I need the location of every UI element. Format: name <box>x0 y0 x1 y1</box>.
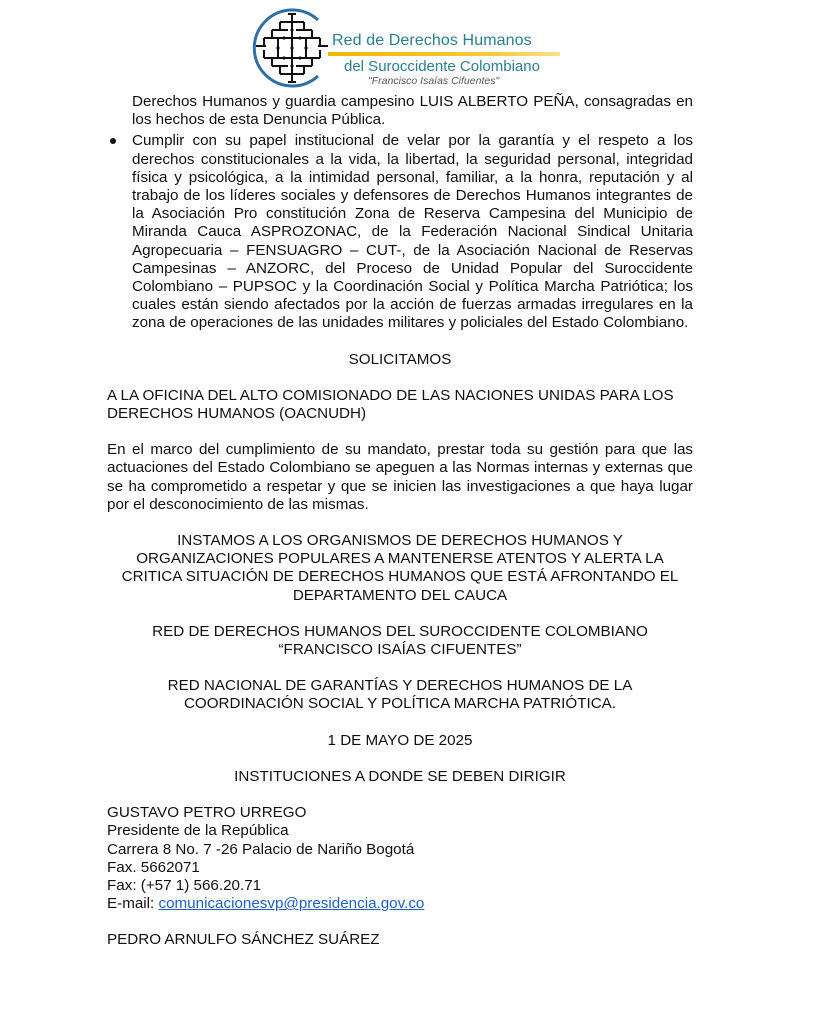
contact-email-line <box>107 895 693 913</box>
accent-bar <box>328 52 560 56</box>
org-quote: "Francisco Isaías Cifuentes" <box>368 75 500 87</box>
bullet-text: Cumplir con su papel institucional de velar por la garantía y el respeto a los derechos constitucionales a la vida, la libertad, la seguridad personal, integridad física y psicológica, a la intimidad personal, familiar, a la honra, reputación y al trabajo de los líderes sociales y defensores de Derechos Humanos integrantes de la Asociación Pro constitución Zona de Reserva Campesina del Municipio de Miranda Cauca ASPROZONAC, de la Federación Nacional Sindical Unitaria Agropecuaria – FENSUAGRO – CUT-, de la Asociación Nacional de Reservas Campesinas – ANZORC, del Proceso de Unidad Popular del Suroccidente Colombiano – PUPSOC y la Coordinación Social y Política Marcha Patriótica; los cuales están siendo afectados por la acción de fuerzas armadas irregulares en la zona de operaciones de las unidades militares y policiales del Estado Colombiano. <box>132 132 693 332</box>
letterhead <box>248 8 568 88</box>
signature-red-nacional: RED NACIONAL DE GARANTÍAS Y DERECHOS HUMANOS DE LA COORDINACIÓN SOCIAL Y POLÍTICA MARCHA PATRIÓTICA. <box>167 677 633 713</box>
request-paragraph: En el marco del cumplimiento de su mandato, prestar toda su gestión para que las actuaciones del Estado Colombiano se apeguen a las Normas internas y externas que se ha comprometido a respetar y que se inicien las investigaciones a que haya lugar por el desconocimiento de las mismas. <box>107 441 693 513</box>
contact-block <box>107 804 693 913</box>
email-label: E-mail: <box>107 895 159 913</box>
solicitamos-heading: SOLICITAMOS <box>348 350 452 368</box>
signature-red-ddhh: RED DE DERECHOS HUMANOS DEL SUROCCIDENTE COLOMBIANO “FRANCISCO ISAÍAS CIFUENTES” <box>152 622 648 659</box>
org-title: Red de Derechos Humanos <box>332 32 532 49</box>
network-emblem-icon <box>248 8 332 88</box>
institutions-heading: INSTITUCIONES A DONDE SE DEBEN DIRIGIR <box>234 767 566 785</box>
bullet-icon <box>107 132 132 332</box>
document-body <box>107 93 693 950</box>
org-subtitle: del Suroccidente Colombiano <box>344 58 540 75</box>
contact-name: PEDRO ARNULFO SÁNCHEZ SUÁREZ <box>107 931 380 949</box>
contact-address: Carrera 8 No. 7 -26 Palacio de Nariño Bogotá <box>107 840 415 858</box>
contact-fax-intl: Fax: (+57 1) 566.20.71 <box>107 876 262 894</box>
contact-fax: Fax. 5662071 <box>107 858 200 876</box>
continuation-paragraph: Derechos Humanos y guardia campesino LUIS ALBERTO PEÑA, consagradas en los hechos de esta Denuncia Pública. <box>132 93 693 129</box>
instamos-statement: INSTAMOS A LOS ORGANISMOS DE DERECHOS HUMANOS Y ORGANIZACIONES POPULARES A MANTENERSE ATENTOS Y ALERTA LA CRITICA SITUACIÓN DE DERECHOS HUMANOS QUE ESTÁ AFRONTANDO EL DEPARTAMENTO DEL CAUCA <box>121 532 679 604</box>
document-date: 1 DE MAYO DE 2025 <box>327 731 473 749</box>
contact-name: GUSTAVO PETRO URREGO <box>107 804 307 822</box>
bullet-item <box>107 132 693 332</box>
addressee-heading: A LA OFICINA DEL ALTO COMISIONADO DE LAS NACIONES UNIDAS PARA LOS DERECHOS HUMANOS (OACNUDH) <box>107 386 674 423</box>
contact-role: Presidente de la República <box>107 822 289 840</box>
email-link[interactable]: comunicacionesvp@presidencia.gov.co <box>158 895 425 913</box>
